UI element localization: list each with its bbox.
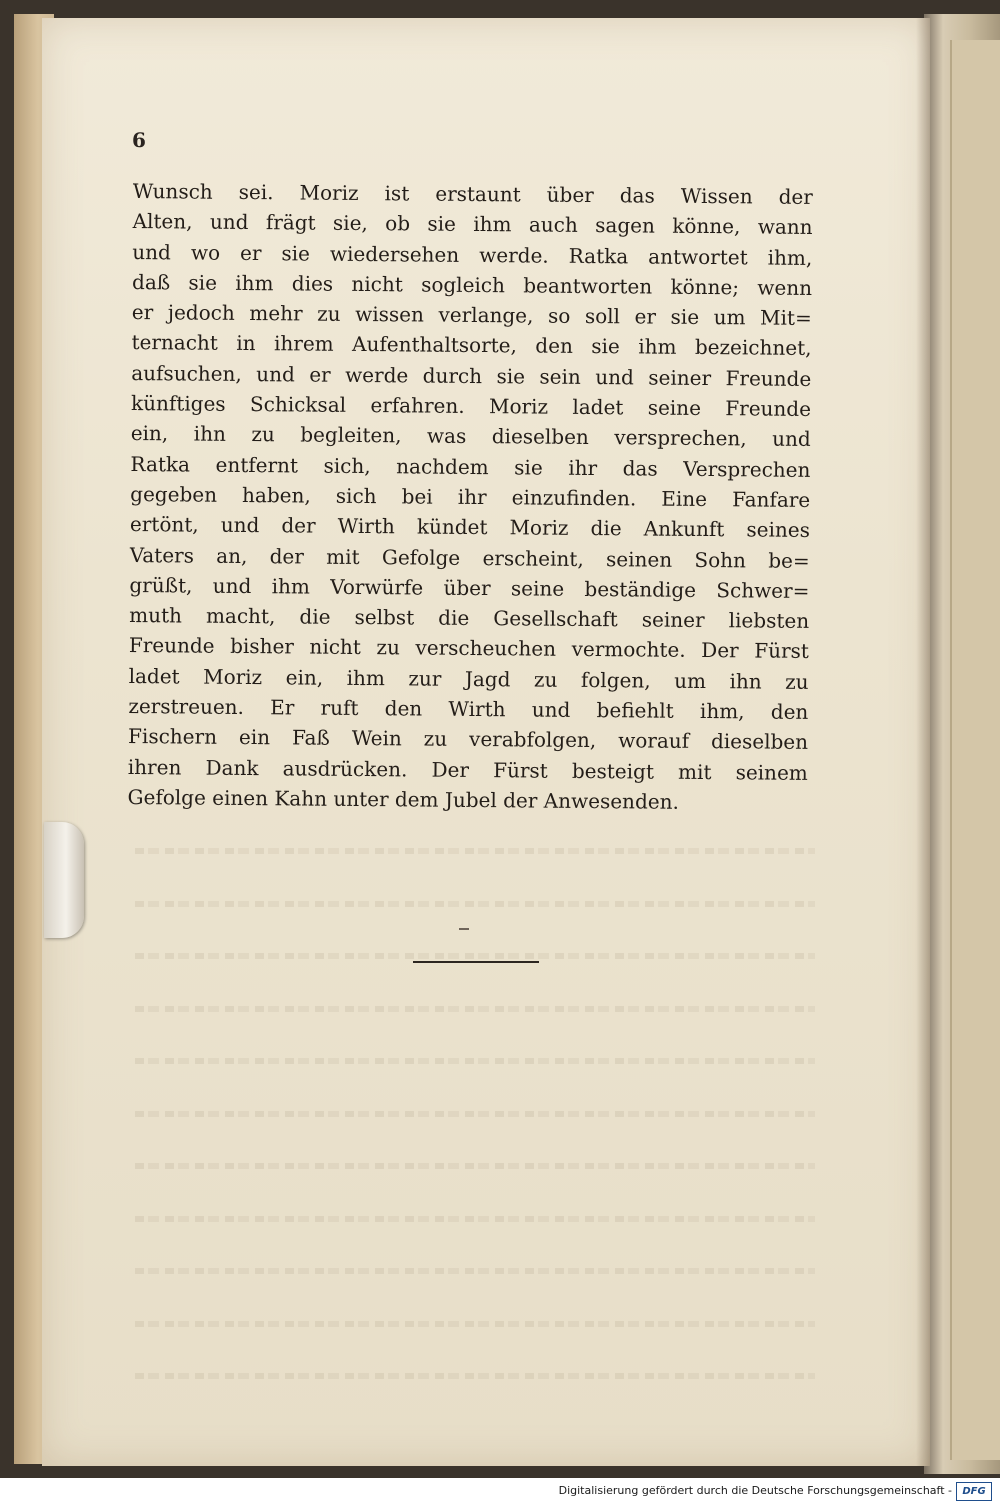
paper-clip-icon (44, 822, 84, 938)
text-line: Alten, und frägt sie, ob sie ihm auch sagen könne, wann (132, 209, 813, 240)
text-line: ihren Dank ausdrücken. Der Fürst besteigt mit seinem (127, 754, 808, 785)
text-line: ertönt, und der Wirth kündet Moriz die Ankunft seines (129, 512, 811, 543)
ink-mark (459, 928, 469, 930)
footer-bar (0, 1478, 1000, 1507)
book-page-stack (950, 40, 1000, 1460)
text-line: er jedoch mehr zu wissen verlange, so soll er sie um Mit= (131, 300, 812, 331)
section-end-rule (413, 961, 539, 963)
text-line: gegeben haben, sich bei ihr einzufinden. Eine Fanfare (130, 481, 811, 512)
text-line: Wunsch sei. Moriz ist erstaunt über das Wissen der (132, 178, 813, 209)
text-line: zerstreuen. Er ruft den Wirth und befiehlt ihm, den (128, 694, 809, 724)
text-line: Gefolge einen Kahn unter dem Jubel der Anwesenden. (127, 784, 679, 814)
page-number: 6 (132, 128, 146, 152)
text-line: Vaters an, der mit Gefolge erscheint, seinen Sohn be= (129, 542, 810, 573)
text-line: ein, ihn zu begleiten, was dieselben versprechen, und (130, 421, 811, 452)
body-text (127, 176, 813, 818)
text-line: und wo er sie wiedersehen werde. Ratka antwortet ihm, (132, 239, 813, 270)
text-line: ternacht in ihrem Aufenthaltsorte, den sie ihm bezeichnet, (131, 330, 812, 361)
text-line: künftiges Schicksal erfahren. Moriz ladet seine Freunde (130, 391, 812, 422)
text-line: Fischern ein Faß Wein zu verabfolgen, worauf dieselben (128, 724, 809, 755)
text-line: aufsuchen, und er werde durch sie sein und seiner Freunde (131, 360, 812, 391)
bleed-through-text (135, 836, 815, 1414)
text-line: muth macht, die selbst die Gesellschaft seiner liebsten (129, 603, 810, 634)
text-line: daß sie ihm dies nicht sogleich beantworten könne; wenn (131, 269, 813, 300)
funding-credit: Digitalisierung gefördert durch die Deutsche Forschungsgemeinschaft - (558, 1484, 952, 1497)
page-edge-shadow (916, 18, 930, 1466)
dfg-logo[interactable]: DFG (956, 1482, 992, 1501)
text-line: Freunde bisher nicht zu verscheuchen vermochte. Der Fürst (128, 633, 809, 664)
text-line: Ratka entfernt sich, nachdem sie ihr das Versprechen (130, 451, 811, 482)
text-line: ladet Moriz ein, ihm zur Jagd zu folgen, um ihn zu (128, 663, 809, 694)
text-line: grüßt, und ihm Vorwürfe über seine beständige Schwer= (129, 572, 810, 603)
